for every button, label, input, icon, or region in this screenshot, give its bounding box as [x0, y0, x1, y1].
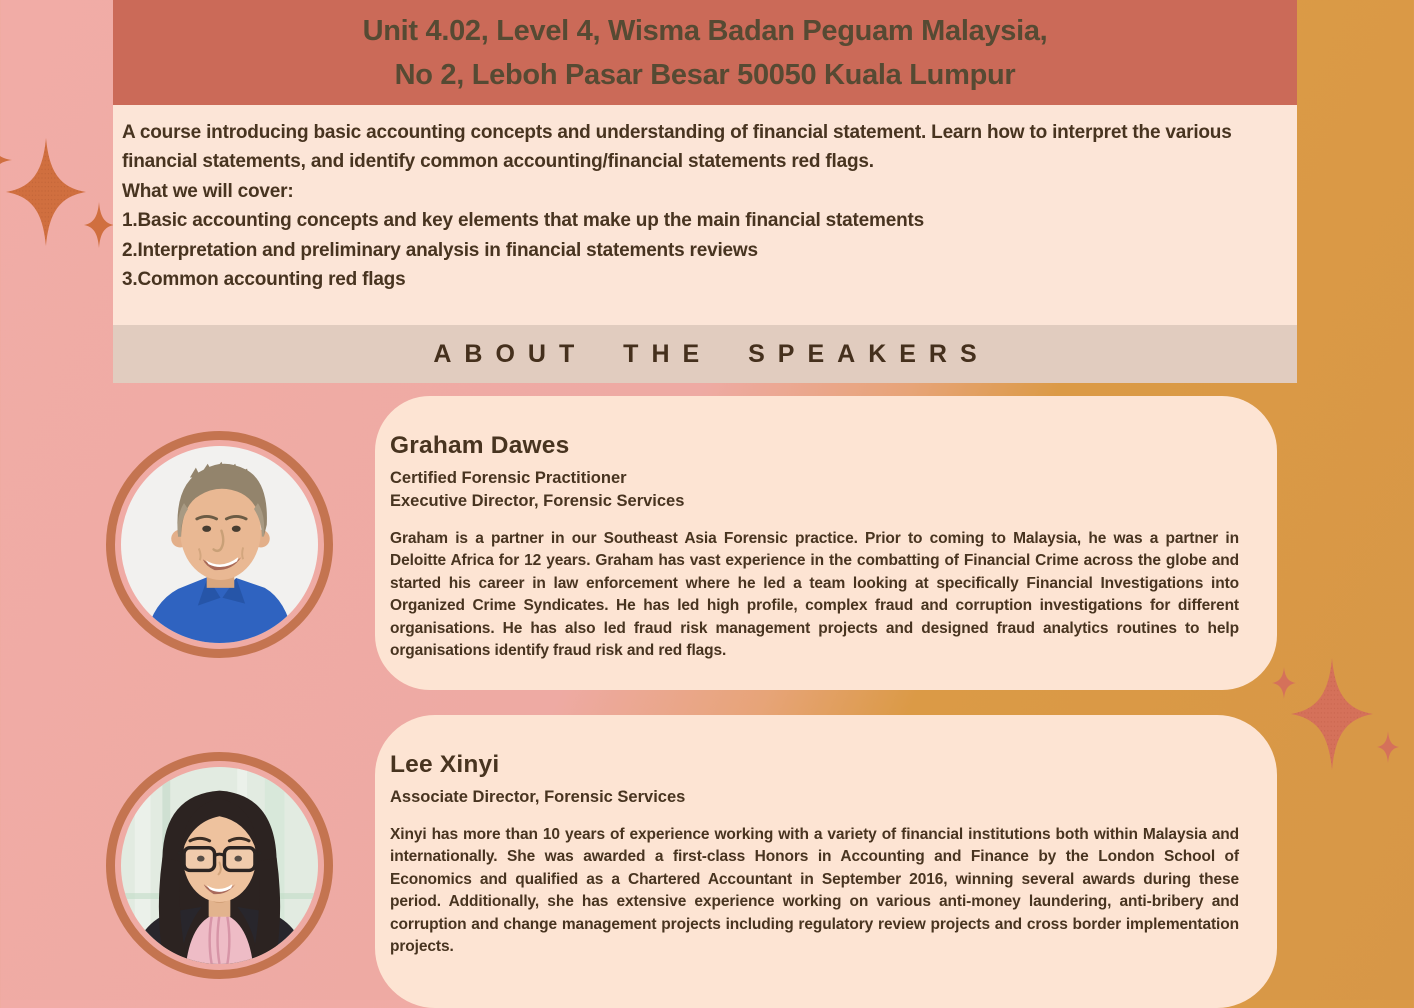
- graham-dawes-photo: [121, 446, 318, 643]
- speaker-name: Lee Xinyi: [390, 751, 500, 778]
- cover-item-2: 2.Interpretation and preliminary analysis in financial statements reviews: [122, 239, 758, 261]
- sparkle-icon: [84, 202, 114, 248]
- speaker-bio: Graham is a partner in our Southeast Asia Forensic practice. Prior to coming to Malaysia, he was a partner in Deloitte Africa for 12 years. Graham has vast experience in the combatting of Financial Crime across the globe and started his career in law enforcement where he led a team looking at specifically Financial Investigations into Organized Crime Syndicates. He has led high profile, complex fraud and corruption investigations for different organisations. He has also led fraud risk management projects and designed fraud analytics routines to help organisations identify fraud risk and red flags.: [390, 530, 1239, 660]
- address-banner: [113, 0, 1297, 105]
- speaker-name: Graham Dawes: [390, 432, 570, 459]
- address-line-1: Unit 4.02, Level 4, Wisma Badan Peguam Malaysia,: [362, 14, 1048, 47]
- address-line-2: No 2, Leboh Pasar Besar 50050 Kuala Lumpur: [394, 58, 1016, 91]
- speaker-photo-frame: [106, 431, 333, 658]
- speaker-photo-frame: [106, 752, 333, 979]
- speaker-title: Certified Forensic Practitioner: [390, 469, 627, 487]
- speaker-title: Executive Director, Forensic Services: [390, 492, 685, 510]
- sparkle-icon: [1291, 658, 1373, 770]
- speaker-title: Associate Director, Forensic Services: [390, 788, 686, 806]
- about-the-speakers-band: [113, 325, 1297, 383]
- sparkle-icon: [1377, 731, 1399, 763]
- cover-item-3: 3.Common accounting red flags: [122, 269, 406, 291]
- speaker-bio: Xinyi has more than 10 years of experience working with a variety of financial institutions both within Malaysia and internationally. She was awarded a first-class Honors in Accounting and Finance by the London School of Economics and qualified as a Chartered Accountant in September 2016, winning several awards during these period. Additionally, she has extensive experience working on various anti-money laundering, anti-bribery and corruption and change management projects including regulatory review projects and cross border implementation projects.: [390, 826, 1239, 956]
- sparkle-icon: [6, 138, 86, 246]
- cover-heading: What we will cover:: [122, 180, 294, 202]
- speaker-card-graham: [375, 396, 1277, 690]
- woman-portrait-illustration: [121, 767, 318, 964]
- lee-xinyi-photo: [121, 767, 318, 964]
- speaker-card-lee: [375, 715, 1277, 1008]
- cover-item-1: 1.Basic accounting concepts and key elements that make up the main financial statements: [122, 210, 924, 232]
- section-title: ABOUT THE SPEAKERS: [433, 339, 990, 368]
- man-portrait-illustration: [121, 446, 318, 643]
- course-description: A course introducing basic accounting concepts and understanding of financial statement. Learn how to interpret the various financial statements, and identify common accounting/financial statements red flags.: [122, 122, 1232, 173]
- course-intro-panel: [113, 105, 1297, 325]
